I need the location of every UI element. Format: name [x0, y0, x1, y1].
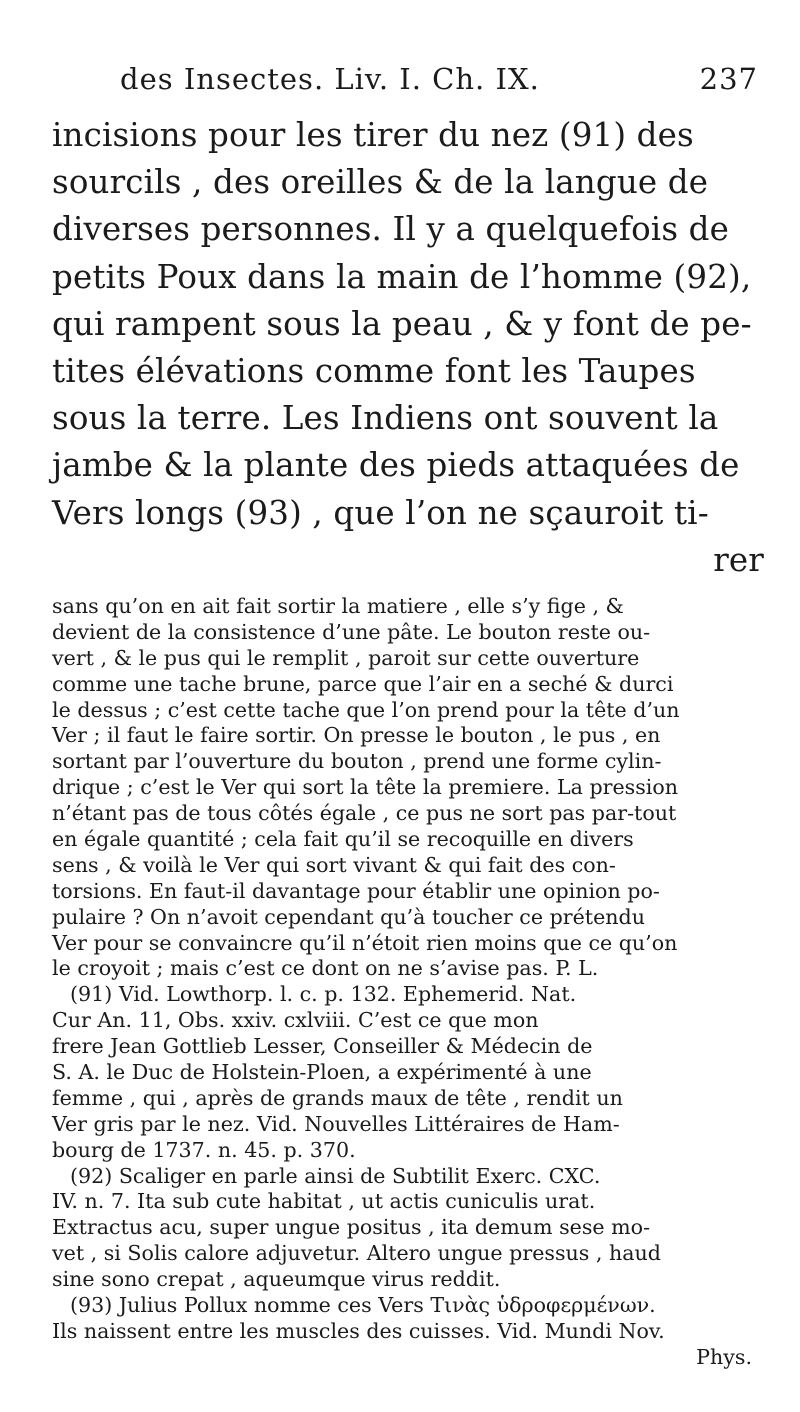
- footnote-line: Cur An. 11, Obs. xxiv. cxlviii. C’est ce que mon: [52, 1008, 539, 1033]
- footnote-line: IV. n. 7. Ita sub cute habitat , ut actis cuniculis urat.: [52, 1189, 596, 1214]
- footnote-line: Extractus acu, super ungue positus , ita demum sese mo-: [52, 1215, 651, 1240]
- main-text-line: sourcils , des oreilles & de la langue de: [52, 163, 709, 202]
- note-line: le dessus ; c’est cette tache que l’on prend pour la tête d’un: [52, 697, 680, 722]
- main-text-line: jambe & la plante des pieds attaquées de: [52, 446, 740, 485]
- note-line: pulaire ? On n’avoit cependant qu’à toucher ce prétendu: [52, 904, 645, 929]
- note-line: Ver pour se convaincre qu’il n’étoit rien moins que ce qu’on: [52, 930, 678, 955]
- footnote-line: (93) Julius Pollux nomme ces Vers Τινὰς ὑδροφερμένων.: [70, 1293, 656, 1318]
- note-line: drique ; c’est le Ver qui sort la tête la premiere. La pression: [52, 775, 679, 800]
- page-number: 237: [699, 62, 758, 96]
- footnote-line: bourg de 1737. n. 45. p. 370.: [52, 1137, 356, 1162]
- footnote-line: Ils naissent entre les muscles des cuisses. Vid. Mundi Nov.: [52, 1318, 665, 1343]
- footnote-line: S. A. le Duc de Holstein-Ploen, a expérimenté à une: [52, 1060, 592, 1085]
- note-line: sortant par l’ouverture du bouton , prend une forme cylin-: [52, 749, 662, 774]
- main-text-line: petits Poux dans la main de l’homme (92),: [52, 257, 752, 296]
- note-line: comme une tache brune, parce que l’air en a seché & durci: [52, 671, 674, 696]
- main-text-block: [52, 112, 764, 584]
- footnote-line: (92) Scaliger en parle ainsi de Subtilit Exerc. CXC.: [70, 1163, 601, 1188]
- note-line: n’étant pas de tous côtés égale , ce pus ne sort pas par-tout: [52, 801, 677, 826]
- note-line: sans qu’on en ait fait sortir la matiere , elle s’y fige , &: [52, 594, 624, 618]
- footnote-line: vet , si Solis calore adjuvetur. Altero ungue pressus , haud: [52, 1241, 661, 1266]
- main-text-line: incisions pour les tirer du nez (91) des: [52, 116, 694, 154]
- note-line: le croyoit ; mais c’est ce dont on ne s’avise pas. P. L.: [52, 956, 599, 981]
- footnote-line: frere Jean Gottlieb Lesser, Conseiller & Médecin de: [52, 1034, 593, 1059]
- footnote-line: (91) Vid. Lowthorp. l. c. p. 132. Ephemerid. Nat.: [70, 982, 577, 1007]
- note-line: vert , & le pus qui le remplit , paroit sur cette ouverture: [52, 645, 640, 670]
- catchword: rer: [713, 540, 764, 579]
- main-text-line: qui rampent sous la peau , & y font de pe-: [52, 304, 752, 343]
- note-line: en égale quantité ; cela fait qu’il se recoquille en divers: [52, 827, 634, 852]
- note-line: devient de la consistence d’une pâte. Le bouton reste ou-: [52, 619, 651, 644]
- main-text-line: tites élévations comme font les Taupes: [52, 351, 696, 390]
- footnote-line: Ver gris par le nez. Vid. Nouvelles Littéraires de Ham-: [52, 1111, 620, 1136]
- note-line: torsions. En faut-il davantage pour établir une opinion po-: [52, 878, 660, 903]
- running-title: des Insectes. Liv. I. Ch. IX.: [120, 62, 540, 96]
- footnote-line: sine sono crepat , aqueumque virus reddit.: [52, 1267, 501, 1292]
- notes-block: [52, 594, 762, 1371]
- footnote-line: femme , qui , après de grands maux de tête , rendit un: [52, 1085, 623, 1110]
- running-header: [48, 62, 758, 108]
- main-text-line: Vers longs (93) , que l’on ne sçauroit ti-: [52, 493, 709, 532]
- catchword: Phys.: [696, 1344, 752, 1369]
- note-line: Ver ; il faut le faire sortir. On presse le bouton , le pus , en: [52, 723, 661, 748]
- note-line: sens , & voilà le Ver qui sort vivant & qui fait des con-: [52, 852, 616, 877]
- main-text-line: diverses personnes. Il y a quelquefois de: [52, 210, 729, 249]
- main-text-line: sous la terre. Les Indiens ont souvent la: [52, 399, 719, 438]
